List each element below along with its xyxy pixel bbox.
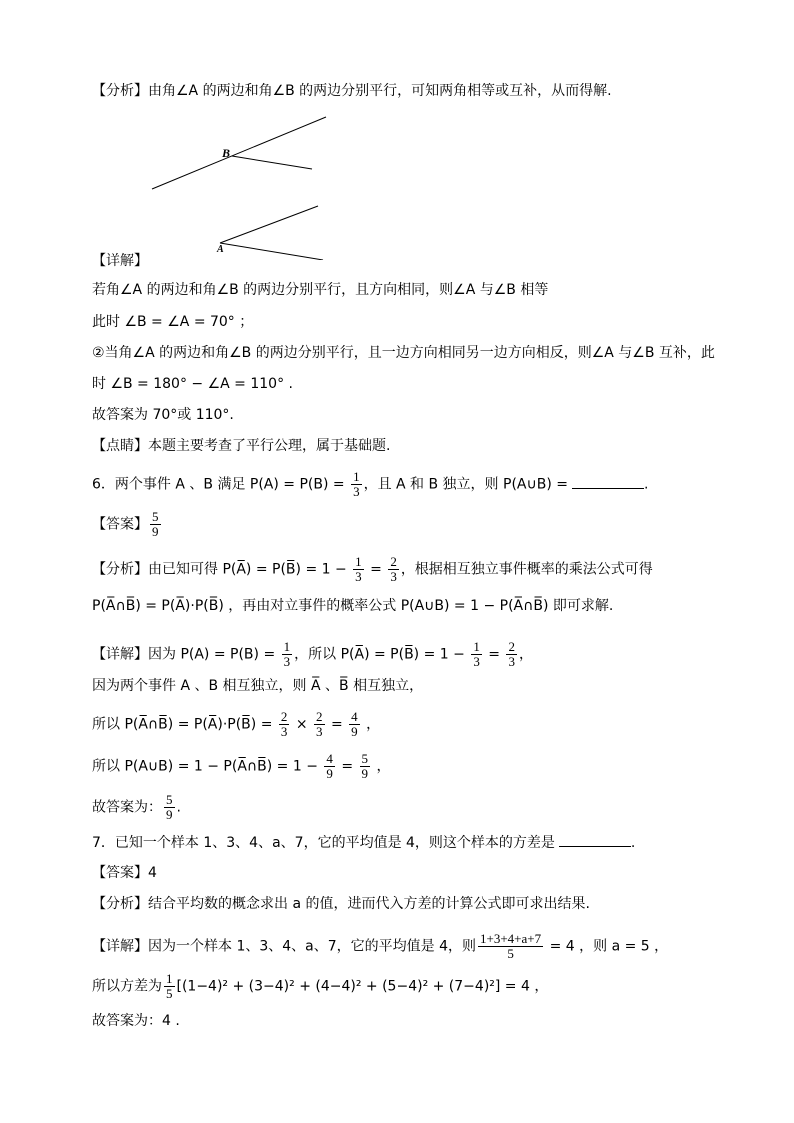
analysis-q5: 【分析】由角∠A 的两边和角∠B 的两边分别平行，可知两角相等或互补，从而得解. bbox=[92, 83, 612, 99]
line-b-short bbox=[232, 156, 312, 169]
question-7: 7．已知一个样本 1、3、4、a、7，它的平均值是 4，则这个样本的方差是 . bbox=[92, 832, 635, 852]
frac-mean: $\frac{1+3+4+a+7}{5}$ bbox=[480, 931, 542, 961]
answer-q5: 故答案为 70°或 110°. bbox=[92, 407, 234, 423]
answer-q6: 【答案】 $\frac{5}{9}$ bbox=[92, 509, 159, 539]
answer-final-q7: 故答案为：4 . bbox=[92, 1013, 180, 1029]
question-6: 6．两个事件 A 、B 满足 P(A) = P(B) = $\frac{1}{3}$ ，且 A 和 B 独立，则 P(A∪B) = . bbox=[92, 469, 649, 499]
answer-final-q6: 故答案为： $\frac{5}{9}$ . bbox=[92, 792, 181, 822]
detail-q5-4: 时 ∠B = 180° − ∠A = 110° . bbox=[92, 376, 293, 392]
label-a: A bbox=[217, 244, 224, 255]
frac-1-3: $\frac{1}{3}$ bbox=[353, 469, 360, 499]
analysis-q6-1: 【分析】由已知可得 P(A̅) = P(B̅) = 1 − $\frac{1}{3}$ = $\frac{2}{3}$ ，根据相互独立事件概率的乘法公式可得 bbox=[92, 554, 653, 584]
detail-q6-3: 所以 P(A̅∩B̅) = P(A̅)·P(B̅) = $\frac{2}{3}$ × $\frac{2}{3}$ = $\frac{4}{9}$ ， bbox=[92, 709, 381, 739]
analysis-q6-2: P(A̅∩B̅) = P(A̅)·P(B̅) ，再由对立事件的概率公式 P(A∪B) = 1 − P(A̅∩B̅) 即可求解. bbox=[92, 598, 614, 614]
detail-q7-2: 所以方差为 $\frac{1}{5}$ [(1−4)² + (3−4)² + (4−4)² + (5−4)² + (7−4)²] = 4 ， bbox=[92, 971, 549, 1001]
detail-q6-4: 所以 P(A∪B) = 1 − P(A̅∩B̅) = 1 − $\frac{4}{9}$ = $\frac{5}{9}$ ， bbox=[92, 751, 391, 781]
answer-blank-6 bbox=[572, 474, 644, 489]
analysis-q7: 【分析】结合平均数的概念求出 a 的值，进而代入方差的计算公式即可求出结果. bbox=[92, 896, 590, 912]
detail-heading-q5: 【详解】 bbox=[92, 253, 148, 269]
frac-5-9: $\frac{5}{9}$ bbox=[152, 509, 159, 539]
parallel-angles-diagram bbox=[140, 110, 340, 260]
line-a-long bbox=[220, 206, 318, 243]
detail-q5-3: ②当角∠A 的两边和角∠B 的两边分别平行，且一边方向相同另一边方向相反，则∠A 与∠B 互补，此 bbox=[92, 345, 715, 361]
detail-q5-1: 若角∠A 的两边和角∠B 的两边分别平行，且方向相同，则∠A 与∠B 相等 bbox=[92, 282, 549, 298]
comment-q5: 【点睛】本题主要考查了平行公理，属于基础题. bbox=[92, 438, 391, 454]
detail-q7-1: 【详解】因为一个样本 1、3、4、a、7，它的平均值是 4，则 $\frac{1+3+4+a+7}{5}$ = 4 ，则 a = 5 ， bbox=[92, 931, 669, 961]
line-b-long bbox=[152, 117, 326, 189]
answer-blank-7 bbox=[559, 832, 631, 847]
line-a-short bbox=[220, 243, 323, 260]
answer-q7: 【答案】4 bbox=[92, 865, 157, 881]
detail-q6-1: 【详解】因为 P(A) = P(B) = $\frac{1}{3}$ ，所以 P(A̅) = P(B̅) = 1 − $\frac{1}{3}$ = $\frac{2}{3}$ ， bbox=[92, 639, 533, 669]
detail-q6-2: 因为两个事件 A 、B 相互独立，则 A̅ 、B̅ 相互独立， bbox=[92, 678, 424, 694]
label-b: B bbox=[222, 146, 231, 160]
detail-q5-2: 此时 ∠B = ∠A = 70° ； bbox=[92, 314, 254, 330]
